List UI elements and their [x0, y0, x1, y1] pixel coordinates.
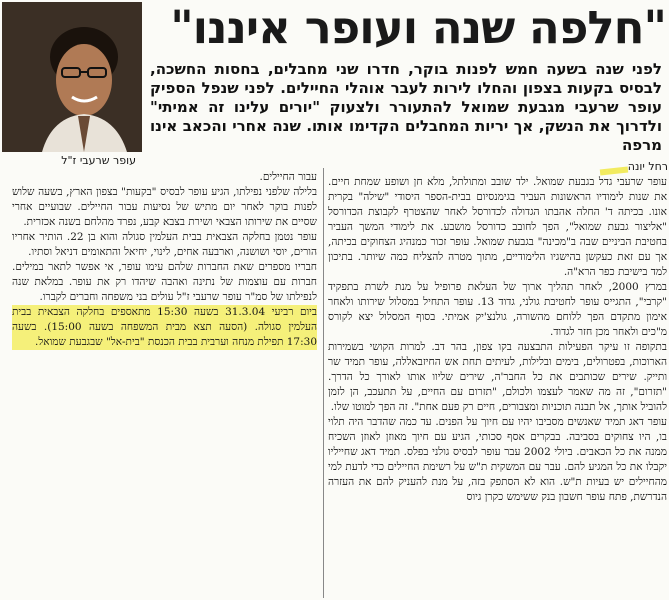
article-paragraph: חבריו מספרים שאת החברות שלהם עימו עופר, אי אפשר לתאר במילים. חברות עם עוצמות של נתינה ואהבה שיהדו רק את עופר. במלאת שנה לנפילתו של סמ"ר עופר שרעבי ז"ל עולים בני משפחה וחברים לקברו.	[12, 261, 317, 303]
portrait-photo	[2, 2, 142, 152]
article-paragraph: בלילה שלפני נפילתו, הגיע עופר לבסיס "בקעות" בצפון הארץ, בשעה שלוש לפנות בוקר לאחר יום מתיש של נסיעות עבור החיילים. שבועיים אחרי שסיים את שירותו הצבאי ושירת בצבא קבע, נפרד מהלחם בשנה אכזרית.	[12, 186, 317, 228]
article-paragraph: עבור החיילים.	[259, 171, 317, 183]
article-paragraph: במרץ 2000, לאחר תהליך ארוך של העלאת פרופיל על מנת לשרת בתפקיד "קרבי", התגייס עופר לחטיבת גולני, גדוד 13. עופר התחיל במסלול שירותו ולאחר אימון מתקדם הפך ללוחם מהשורה, גולנצ'יק אמיתי. בסוף המסלול יצא לקורס מ"כים ולאחר מכן חזר לגדוד.	[328, 281, 667, 338]
article-column-left	[12, 170, 317, 430]
article-paragraph: עופר דאג תמיד שאנשים מסביבו יהיו עם חיוך על הפנים. עד כמה שהדבר היה תלוי בו, היו צחוקים בסביבה. בבקרים אסף סכותי, הגיע עם חיוך מאוזן לאוזן השכיח ממנה את כל הכאבים. ביולי 2002 עבר עופר לבסיס גולני בפלס. תמיד דאג שחייליו יקבלו את כל המגיע להם. עבר עם המשקית ת"ש על רשימת החיילים כדי לדעת למי מהחיילים יש בעיות ת"ש. הוא לא הסתפק בזה, על מנת להעניק להם את העזרה הנדרשת, פתח עופר חשבון בנק ששימש כקרן גיוס	[328, 416, 667, 503]
article-paragraph: עופר נטמן בחלקה הצבאית בבית העלמין סגולה והוא בן 22. הותיר אחריו הורים, יוסי ושושנה, וארבעה אחים, לינוי, יחיאל והתאומים דניאל וסתיו.	[12, 231, 317, 258]
headline: "חלפה שנה ועופר איננו"	[170, 1, 666, 54]
byline: רחל יונה	[627, 160, 668, 173]
column-divider	[323, 168, 324, 598]
lede-paragraph: לפני שנה בשעה חמש לפנות בוקר, חדרו שני מחבלים, בחסות החשכה, לבסיס בקעות בצפון והחלו לירות לעבר אוהלי החיילים. לפני שנפל הספיק עופר שרעבי מגבעת שמואל להתעורר ולצעוק "יורים עלינו זה אמיתי" ולדרוך את הנשק, אך יריות המחבלים הקדימו אותו. שנה אחרי והכאב אינו מרפה	[150, 60, 662, 154]
portrait-illustration	[2, 2, 142, 152]
photo-caption: עופר שרעבי ז"ל	[61, 154, 136, 167]
article-paragraph: בתקופה זו עיקר הפעילות התבצעה בקו צפון, בהר דב. למרות הקושי בשמירות הארוכות, בפטרולים, בימים ובלילות, לעיתים תחת אש החיזבאללה, עופר תמיד שר ותייק. שירים שכותבים את כל החבר'ה, שירים שליוו אותו לאורך כל הדרך. "תזרום", זה מה שאמר לעצמו ולכולם, "תזרום עם החיים, על תתעכב, הן לזמן להוביל אותך, אל תבנה תוכניות ומצבורים, חיים רק פעם אחת". זה הפך למוטו שלו.	[328, 341, 667, 413]
memorial-details-paragraph: ביום רביעי 31.3.04 בשעה 15:30 מתאספים בחלקה הצבאית בבית העלמין סגולה. (הסעה תצא מבית המשפחה בשעה 15:00). בשעה 17:30 תפילת מנחה וערבית בבית הכנסת "בית-אל" שבגבעת שמואל.	[12, 306, 317, 348]
article-column-right	[328, 175, 667, 600]
article-paragraph: עופר שרעבי גדל בגבעת שמואל. ילד שובב ומתולתל, מלא חן ושופע שמחת חיים. את שנות לימודיו הראשונות העביר בגימנסיום בבית-הספר היסודי "שילה" בקרית אונו. בכיתה ד' החלה אהבתו הגדולה לכדורסל לאחר שהצטרף לקבוצת הכדורסל "אליצור גבעת שמואל", הפך לחובב כדורסל מושבע. את לימודי המשך העביר בחטיבת הביניים שבה ב"מכינה" בגבעת שמואל. עופר זכור כמנהיג הצחוקים בכיתה, אך עם זאת כעקשן בהישגיו הלימודיים, מתוך מטרה להצליח כמה שיותר. בתיכון למד בישיבת כפר הרא"ה.	[328, 176, 667, 278]
